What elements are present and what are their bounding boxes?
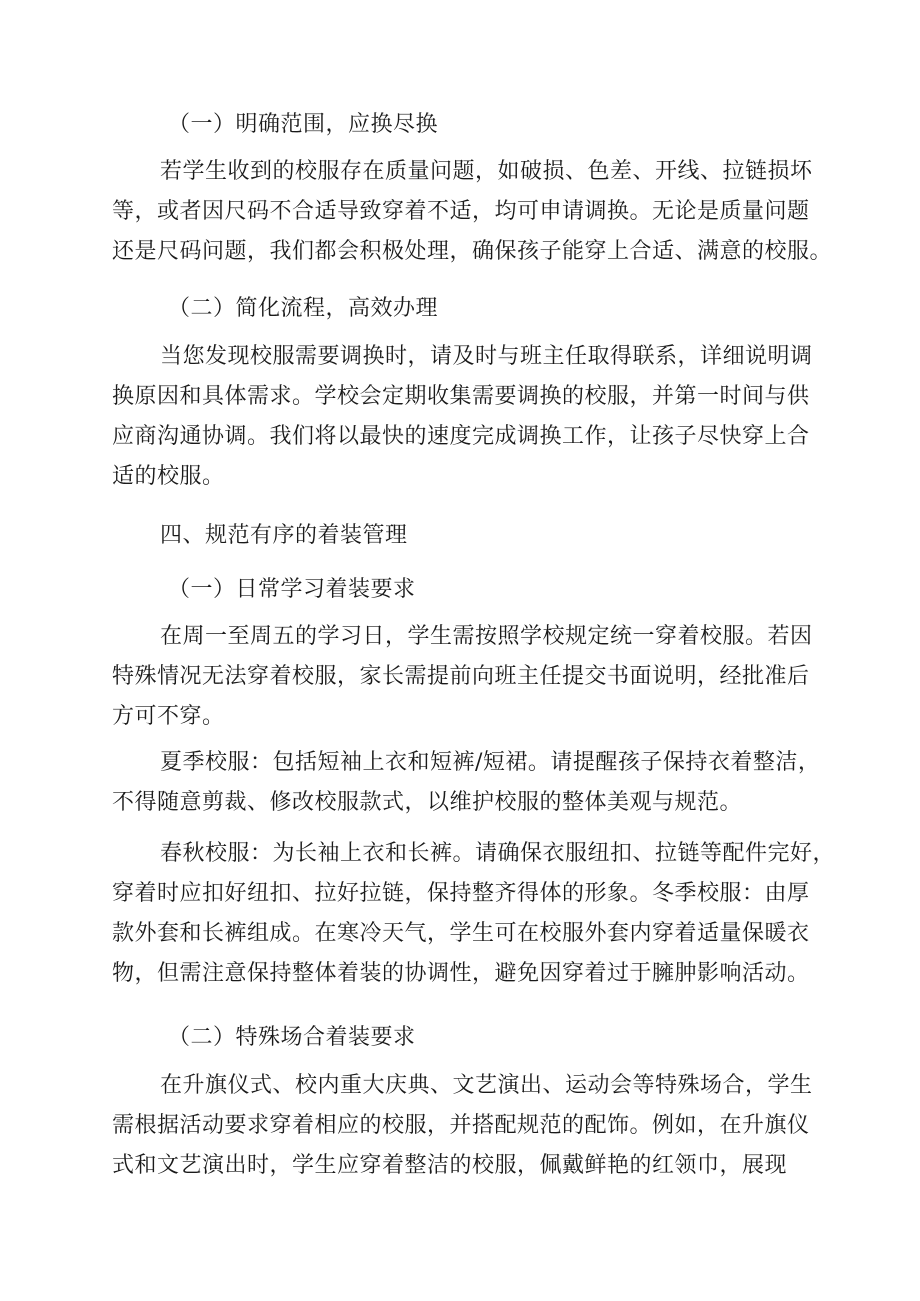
paragraph-line: 物，但需注意保持整体着装的协调性，避免因穿着过于臃肿影响活动。 [112, 961, 810, 986]
paragraph-line: 在升旗仪式、校内重大庆典、文艺演出、运动会等特殊场合，学生 [160, 1073, 813, 1098]
subheading-special: （二）特殊场合着装要求 [168, 1025, 416, 1050]
section-heading: 四、规范有序的着装管理 [160, 523, 408, 548]
paragraph-line: 款外套和长裤组成。在寒冷天气，学生可在校服外套内穿着适量保暖衣 [112, 921, 810, 946]
paragraph-line: 换原因和具体需求。学校会定期收集需要调换的校服，并第一时间与供 [112, 384, 810, 409]
paragraph-line: 穿着时应扣好纽扣、拉好拉链，保持整齐得体的形象。冬季校服：由厚 [112, 881, 810, 906]
paragraph-line: 等，或者因尺码不合适导致穿着不适，均可申请调换。无论是质量问题 [112, 199, 810, 224]
paragraph-line: 式和文艺演出时，学生应穿着整洁的校服，佩戴鲜艳的红领巾，展现 [112, 1153, 788, 1178]
paragraph-line: 若学生收到的校服存在质量问题，如破损、色差、开线、拉链损坏 [160, 159, 813, 184]
paragraph-line: 适的校服。 [112, 464, 225, 489]
paragraph-line: 不得随意剪裁、修改校服款式，以维护校服的整体美观与规范。 [112, 790, 743, 815]
subheading-process: （二）简化流程，高效办理 [168, 296, 439, 321]
paragraph-line: 春秋校服：为长袖上衣和长裤。请确保衣服纽扣、拉链等配件完好， [160, 841, 836, 866]
paragraph-line: 方可不穿。 [112, 704, 225, 729]
paragraph-line: 特殊情况无法穿着校服，家长需提前向班主任提交书面说明，经批准后 [112, 664, 810, 689]
paragraph-line: 需根据活动要求穿着相应的校服，并搭配规范的配饰。例如，在升旗仪 [112, 1113, 810, 1138]
paragraph-line: 在周一至周五的学习日，学生需按照学校规定统一穿着校服。若因 [160, 624, 813, 649]
paragraph-line: 当您发现校服需要调换时，请及时与班主任取得联系，详细说明调 [160, 344, 813, 369]
subheading-daily: （一）日常学习着装要求 [168, 577, 416, 602]
paragraph-line: 应商沟通协调。我们将以最快的速度完成调换工作，让孩子尽快穿上合 [112, 424, 810, 449]
subheading-scope: （一）明确范围，应换尽换 [168, 112, 439, 137]
paragraph-line: 夏季校服：包括短袖上衣和短裤/短裙。请提醒孩子保持衣着整洁， [160, 750, 821, 775]
paragraph-line: 还是尺码问题，我们都会积极处理，确保孩子能穿上合适、满意的校服。 [112, 239, 833, 264]
